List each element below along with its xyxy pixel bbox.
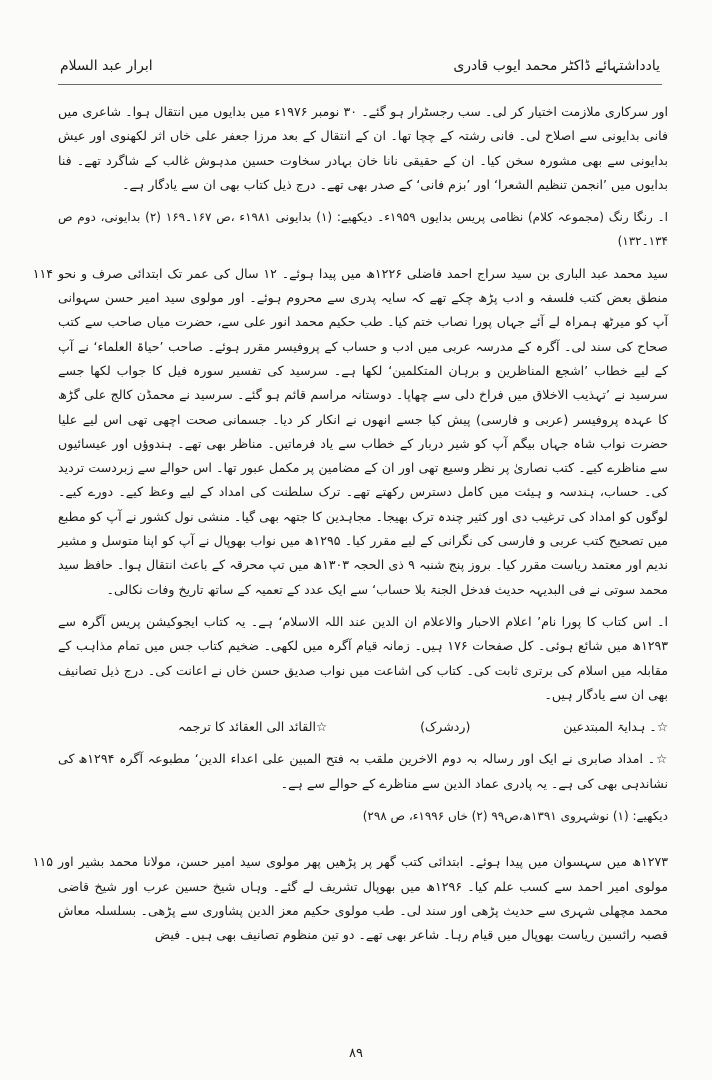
entry-114-works-list [58,715,668,739]
header-rule [58,84,662,85]
work-item: ☆۔ ہدایۃ المبتدعین [563,719,668,735]
work-item: ☆القائد الی العقائد کا ترجمہ [178,719,328,735]
header-book-title: یادداشتہائے ڈاکٹر محمد ایوب قادری [453,58,660,74]
entry-113-paragraph: اور سرکاری ملازمت اختیار کر لی۔ سب رجسٹرار ہو گئے۔ ۳۰ نومبر ۱۹۷۶ء میں بدایوں میں انتقال ہوا۔ شاعری میں فانی بدایونی سے اصلاح لی۔ فانی رشتہ کے چچا تھا۔ ان کے انتقال کے بعد مرزا جعفر علی خاں اثر لکھنوی اور عیش بدایونی سے بھی مشورہ سخن کیا۔ ان کے حقیقی نانا خان بہادر سخاوت حسین مدہوش غالب کے شاگرد تھے۔ فنا بدایوں میں ’انجمن تنظیم الشعرا‘ اور ’بزم فانی‘ کے صدر بھی تھے۔ درج ذیل کتاب بھی ان سے یادگار ہے۔ [58,104,669,192]
entry-115-paragraph: ۱۲۷۳ھ میں سہسوان میں پیدا ہوئے۔ ابتدائی کتب گھر پر پڑھیں پھر مولوی سید امیر حسن، مولانا محمد بشیر اور مولوی امیر احمد سے کسب علم کیا۔ ۱۲۹۶ھ میں بھوپال تشریف لے گئے۔ وہاں شیخ حسین عرب اور شیخ قاضی محمد مچھلی شہری سے حدیث پڑھی اور سند لی۔ طب مولوی حکیم معز الدین پشاوری سے پڑھی۔ بسلسلہ معاش قصبہ رائسین ریاست بھوپال میں قیام رہا۔ شاعر بھی تھے۔ دو تین منظوم تصانیف بھی ہیں۔ فیض [58,854,668,943]
entry-114-references: دیکھیے: (۱) نوشہروی ۱۳۹۱ھ،ص۹۹ (۲) خاں ۱۹۹۶ء، ص ۲۹۸) [362,809,668,824]
work-item: (ردشرک) [420,719,471,735]
running-header [60,44,660,80]
entry-115 [32,850,668,947]
page-body [32,100,669,948]
entry-114-note-1: ا۔ اس کتاب کا پورا نام’ اعلام الاحبار والاعلام ان الدین عند اللہ الاسلام‘ ہے۔ یہ کتاب ایجوکیشن پریس آگرہ سے ۱۲۹۳ھ میں شائع ہوئی۔ کل صفحات ۱۷۶ ہیں۔ زمانہ قیام آگرہ میں لکھی۔ ضخیم کتاب جس میں تمام مذاہب کے مقابلہ میں اسلام کی برتری ثابت کی۔ کتاب کی اشاعت میں نواب صدیق حسن خاں نے اعانت کی۔ درج ذیل تصانیف بھی ان سے یادگار ہیں۔ [58,613,668,702]
page-number: ۸۹ [349,1046,363,1061]
entry-114 [32,262,668,829]
entry-113 [58,100,668,254]
entry-113-note: ا۔ رنگا رنگ (مجموعہ کلام) نظامی پریس بدایوں ۱۹۵۹ء۔ دیکھیے: (۱) بدایونی ۱۹۸۱ء ،ص ۱۶۷۔۱۶۹ (۲) بدایونی، دوم ص ۱۳۴۔۱۳۲) [58,210,668,249]
entry-114-number: ۱۱۴ [32,265,53,281]
entry-114-paragraph: سید محمد عبد الباری بن سید سراج احمد فاضلی ۱۲۲۶ھ میں پیدا ہوئے۔ ۱۲ سال کی عمر تک ابتدائی صرف و نحو منطق بعض کتب فلسفہ و ادب پڑھ چکے تھے کہ سایہ پدری سے محروم ہوئے۔ اور مولوی سید امیر حسن سہوانی آپ کو میرٹھ ہمراہ لے آئے جہاں پورا نصاب ختم کیا۔ طب حکیم محمد انور علی سے، حضرت میاں صاحب سے کتب صحاح کی سند لی۔ آگرہ کے مدرسہ عربی میں ادب و حساب کے پروفیسر مقرر ہوئے۔ صاحب ’حیاۃ العلماء‘ نے آپ کے لیے خطاب ’اشجع المناظرین و برہان المتکلمین‘ لکھا ہے۔ سرسید کی تفسیر سورہ فیل کا جواب لکھا جسے سرسید نے ’تہذیب الاخلاق میں فراخ دلی سے چھاپا۔ دوستانہ مراسم قائم ہو گئے۔ سرسید نے محمڈن کالج علی گڑھ کا عہدہ پروفیسر (عربی و فارسی) پیش کیا جسے انھوں نے انکار کر دیا۔ جسمانی صحت اچھی تھی اس لیے علیا حضرت نواب شاہ جہاں بیگم آپ کو شیر دربار کے خطاب سے یاد فرماتیں۔ مناظر بھی تھے۔ ہندوؤں اور عیسائیوں سے مناظرے کیے۔ کتب نصاریٰ پر نظر وسیع تھی اور ان کے مضامین پر مکمل عبور تھا۔ اس حوالے سے زبردست تردید کی۔ حساب، ہندسہ و ہیئت میں کامل دسترس رکھتے تھے۔ ترک سلطنت کی امداد کے لیے وعظ کیے۔ دورے کیے۔ لوگوں کو امداد کی ترغیب دی اور کثیر چندہ ترک بھیجا۔ مجاہدین کا جتھہ بھی گیا۔ منشی نول کشور نے آپ کو مطبع میں تصحیح کتب عربی و فارسی کی نگرانی کے لیے مقرر کیا۔ ۱۲۹۵ھ میں نواب بھوپال نے آپ کو اپنا متوسل و مشیر ندیم اور معتمد ریاست مقرر کیا۔ بروز پنج شنبہ ۹ ذی الحجہ ۱۳۰۳ھ میں تپ محرقہ کے باعث انتقال ہوا۔ حافظ سید محمد سوتی نے فی البدیہہ حدیث فدخل الجنۃ بلا حساب‘ سے ایک عدد کے تعمیہ کے ساتھ تاریخ وفات نکالی۔ [58,265,668,597]
entry-115-number: ۱۱۵ [32,854,53,870]
header-author: ابرار عبد السلام [60,58,153,74]
entry-114-note-2: ☆۔ امداد صابری نے ایک اور رسالہ بہ دوم الاخرین ملقب بہ فتح المبین علی اعداء الدین‘ مطبوعہ آگرہ ۱۲۹۴ھ کی نشاندہی بھی کی ہے۔ یہ پادری عماد الدین سے مناظرے کے حوالے سے ہے۔ [58,751,668,791]
